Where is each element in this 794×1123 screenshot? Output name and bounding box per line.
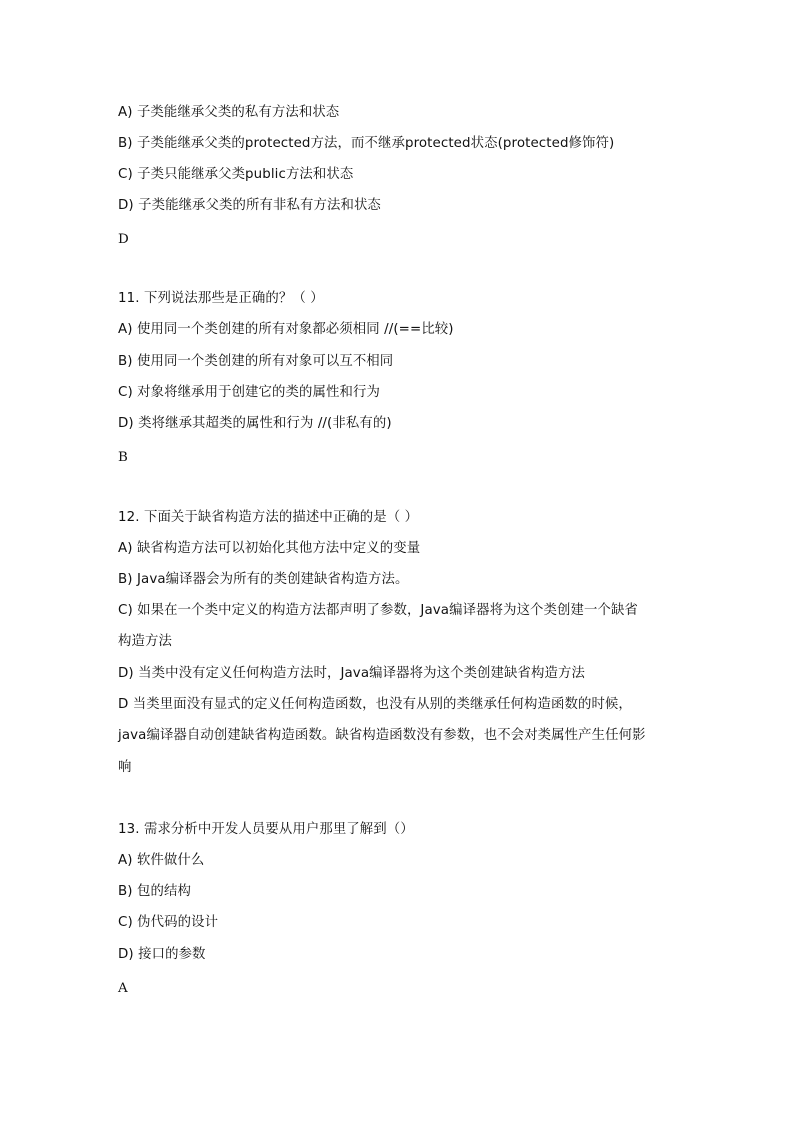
q12-explanation-line1: D 当类里面没有显式的定义任何构造函数，也没有从别的类继承任何构造函数的时候， [118,697,632,712]
q11-answer: B [118,450,128,465]
q10-option-c: C) 子类只能继承父类public方法和状态 [118,167,354,182]
q13-answer: A [118,981,128,996]
q10-answer: D [118,232,129,247]
q12-option-c-line1: C) 如果在一个类中定义的构造方法都声明了参数，Java编译器将为这个类创建一个缺省 [118,603,638,618]
q12-option-c-line2: 构造方法 [118,634,172,649]
q11-option-b: B) 使用同一个类创建的所有对象可以互不相同 [118,354,394,369]
q11-option-a: A) 使用同一个类创建的所有对象都必须相同 //(==比较) [118,322,454,337]
q13-option-d: D) 接口的参数 [118,947,206,962]
q12-option-d: D) 当类中没有定义任何构造方法时，Java编译器将为这个类创建缺省构造方法 [118,666,585,681]
q11-question: 11. 下列说法那些是正确的？（ ） [118,291,324,306]
q10-option-b: B) 子类能继承父类的protected方法，而不继承protected状态(protected修饰符) [118,136,615,151]
q12-explanation-line3: 响 [118,760,132,775]
q10-option-a: A) 子类能继承父类的私有方法和状态 [118,105,340,120]
q13-question: 13. 需求分析中开发人员要从用户那里了解到（） [118,822,414,837]
q12-option-a: A) 缺省构造方法可以初始化其他方法中定义的变量 [118,541,421,556]
q13-option-a: A) 软件做什么 [118,853,205,868]
q11-option-d: D) 类将继承其超类的属性和行为 //(非私有的) [118,416,392,431]
q12-option-b: B) Java编译器会为所有的类创建缺省构造方法。 [118,572,409,587]
q11-option-c: C) 对象将继承用于创建它的类的属性和行为 [118,385,380,400]
q12-explanation-line2: java编译器自动创建缺省构造函数。缺省构造函数没有参数，也不会对类属性产生任何影 [118,728,646,743]
q13-option-b: B) 包的结构 [118,884,191,899]
q13-option-c: C) 伪代码的设计 [118,915,219,930]
q12-question: 12. 下面关于缺省构造方法的描述中正确的是（ ） [118,510,419,525]
q10-option-d: D) 子类能继承父类的所有非私有方法和状态 [118,198,381,213]
